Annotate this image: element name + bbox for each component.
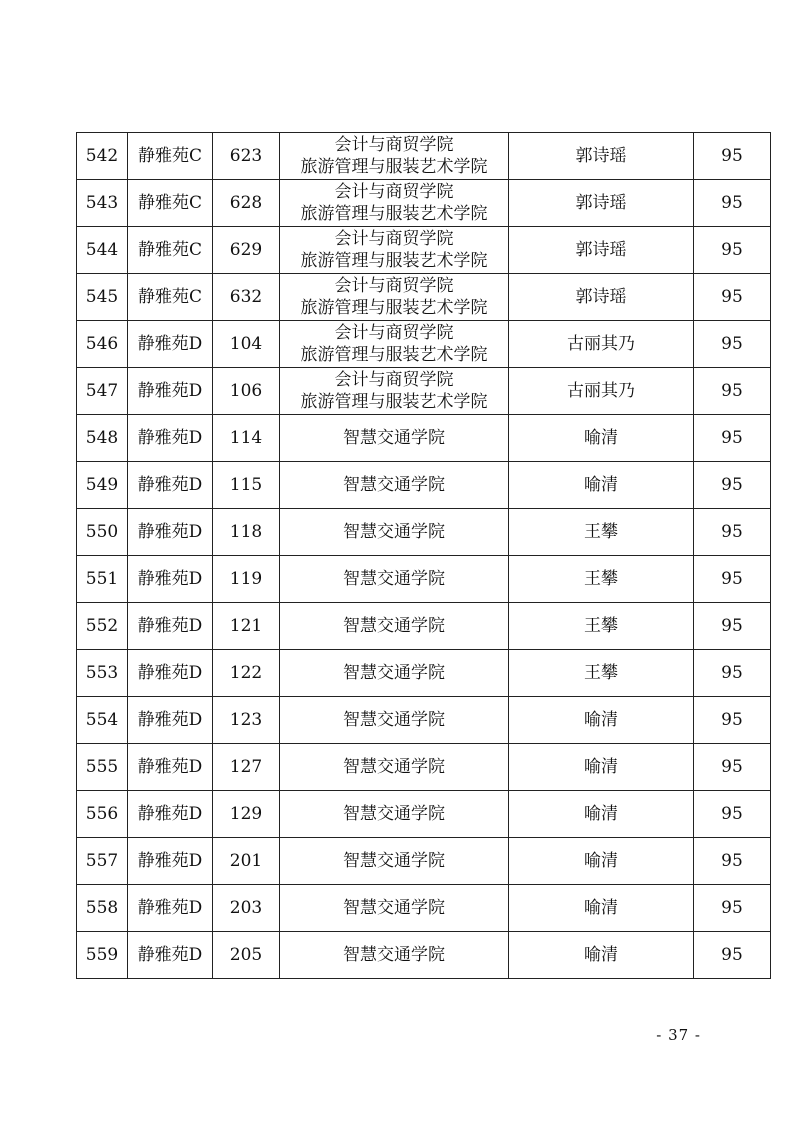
cell-manager: 古丽其乃 — [509, 321, 694, 368]
college-name: 旅游管理与服装艺术学院 — [300, 345, 488, 365]
cell-score: 95 — [694, 133, 771, 180]
cell-manager: 郭诗瑶 — [509, 274, 694, 321]
cell-manager: 喻清 — [509, 697, 694, 744]
table-row — [77, 133, 771, 180]
cell-serial-number: 548 — [77, 415, 128, 462]
cell-building: 静雅苑D — [128, 838, 213, 885]
cell-score: 95 — [694, 415, 771, 462]
cell-college — [280, 227, 509, 274]
table-row — [77, 932, 771, 979]
cell-score: 95 — [694, 509, 771, 556]
dormitory-score-table — [76, 132, 771, 979]
cell-room-number: 104 — [213, 321, 280, 368]
college-name: 旅游管理与服装艺术学院 — [300, 392, 488, 412]
cell-manager: 喻清 — [509, 791, 694, 838]
cell-college — [280, 791, 509, 838]
cell-score: 95 — [694, 791, 771, 838]
cell-score: 95 — [694, 227, 771, 274]
cell-building: 静雅苑D — [128, 462, 213, 509]
cell-serial-number: 544 — [77, 227, 128, 274]
cell-building: 静雅苑D — [128, 744, 213, 791]
cell-room-number: 628 — [213, 180, 280, 227]
table-row — [77, 509, 771, 556]
cell-serial-number: 545 — [77, 274, 128, 321]
college-name: 智慧交通学院 — [343, 804, 445, 824]
table-row — [77, 274, 771, 321]
cell-score: 95 — [694, 650, 771, 697]
table-row — [77, 415, 771, 462]
cell-manager: 喻清 — [509, 932, 694, 979]
cell-manager: 王攀 — [509, 650, 694, 697]
cell-score: 95 — [694, 368, 771, 415]
cell-manager: 郭诗瑶 — [509, 133, 694, 180]
table-row — [77, 885, 771, 932]
cell-serial-number: 549 — [77, 462, 128, 509]
cell-building: 静雅苑D — [128, 650, 213, 697]
cell-building: 静雅苑D — [128, 932, 213, 979]
cell-score: 95 — [694, 321, 771, 368]
cell-manager: 郭诗瑶 — [509, 227, 694, 274]
college-name: 旅游管理与服装艺术学院 — [300, 204, 488, 224]
cell-serial-number: 553 — [77, 650, 128, 697]
cell-college — [280, 368, 509, 415]
cell-manager: 郭诗瑶 — [509, 180, 694, 227]
cell-score: 95 — [694, 462, 771, 509]
cell-manager: 喻清 — [509, 838, 694, 885]
cell-room-number: 629 — [213, 227, 280, 274]
table-row — [77, 227, 771, 274]
cell-college — [280, 603, 509, 650]
college-name: 智慧交通学院 — [343, 945, 445, 965]
college-name: 智慧交通学院 — [343, 475, 445, 495]
cell-college — [280, 650, 509, 697]
cell-score: 95 — [694, 180, 771, 227]
cell-room-number: 203 — [213, 885, 280, 932]
cell-room-number: 127 — [213, 744, 280, 791]
cell-room-number: 114 — [213, 415, 280, 462]
cell-score: 95 — [694, 932, 771, 979]
cell-room-number: 122 — [213, 650, 280, 697]
cell-score: 95 — [694, 603, 771, 650]
cell-serial-number: 559 — [77, 932, 128, 979]
cell-building: 静雅苑D — [128, 556, 213, 603]
cell-serial-number: 557 — [77, 838, 128, 885]
cell-serial-number: 552 — [77, 603, 128, 650]
cell-manager: 王攀 — [509, 603, 694, 650]
college-name: 会计与商贸学院 — [334, 323, 454, 343]
college-name: 智慧交通学院 — [343, 851, 445, 871]
cell-college — [280, 462, 509, 509]
cell-building: 静雅苑C — [128, 227, 213, 274]
college-name: 会计与商贸学院 — [334, 229, 454, 249]
college-name: 旅游管理与服装艺术学院 — [300, 298, 488, 318]
cell-college — [280, 744, 509, 791]
cell-room-number: 129 — [213, 791, 280, 838]
cell-room-number: 632 — [213, 274, 280, 321]
cell-room-number: 119 — [213, 556, 280, 603]
cell-building: 静雅苑D — [128, 321, 213, 368]
cell-manager: 王攀 — [509, 509, 694, 556]
cell-room-number: 205 — [213, 932, 280, 979]
college-name: 智慧交通学院 — [343, 757, 445, 777]
page-number-container — [0, 1026, 793, 1044]
college-name: 会计与商贸学院 — [334, 370, 454, 390]
cell-college — [280, 556, 509, 603]
college-name: 旅游管理与服装艺术学院 — [300, 251, 488, 271]
table-row — [77, 650, 771, 697]
college-name: 会计与商贸学院 — [334, 135, 454, 155]
cell-score: 95 — [694, 556, 771, 603]
cell-building: 静雅苑D — [128, 415, 213, 462]
cell-college — [280, 932, 509, 979]
cell-serial-number: 556 — [77, 791, 128, 838]
college-name: 智慧交通学院 — [343, 522, 445, 542]
cell-serial-number: 543 — [77, 180, 128, 227]
college-name: 会计与商贸学院 — [334, 276, 454, 296]
table-row — [77, 368, 771, 415]
cell-college — [280, 321, 509, 368]
cell-manager: 喻清 — [509, 462, 694, 509]
cell-room-number: 201 — [213, 838, 280, 885]
cell-manager: 喻清 — [509, 744, 694, 791]
cell-score: 95 — [694, 885, 771, 932]
college-name: 智慧交通学院 — [343, 569, 445, 589]
cell-manager: 喻清 — [509, 885, 694, 932]
cell-score: 95 — [694, 697, 771, 744]
cell-college — [280, 133, 509, 180]
table-body — [77, 133, 771, 979]
table-row — [77, 791, 771, 838]
cell-building: 静雅苑D — [128, 885, 213, 932]
college-name: 智慧交通学院 — [343, 898, 445, 918]
college-name: 旅游管理与服装艺术学院 — [300, 157, 488, 177]
table-row — [77, 556, 771, 603]
cell-serial-number: 555 — [77, 744, 128, 791]
cell-building: 静雅苑D — [128, 791, 213, 838]
cell-serial-number: 554 — [77, 697, 128, 744]
table-row — [77, 462, 771, 509]
page-number: - 37 - — [656, 1026, 701, 1044]
cell-college — [280, 180, 509, 227]
cell-college — [280, 697, 509, 744]
cell-college — [280, 415, 509, 462]
cell-building: 静雅苑D — [128, 509, 213, 556]
cell-college — [280, 509, 509, 556]
cell-room-number: 123 — [213, 697, 280, 744]
cell-manager: 喻清 — [509, 415, 694, 462]
cell-serial-number: 542 — [77, 133, 128, 180]
table-row — [77, 744, 771, 791]
table-row — [77, 321, 771, 368]
cell-serial-number: 550 — [77, 509, 128, 556]
table-row — [77, 838, 771, 885]
cell-college — [280, 838, 509, 885]
cell-room-number: 623 — [213, 133, 280, 180]
cell-building: 静雅苑D — [128, 368, 213, 415]
cell-college — [280, 885, 509, 932]
cell-score: 95 — [694, 274, 771, 321]
cell-room-number: 115 — [213, 462, 280, 509]
cell-college — [280, 274, 509, 321]
table-row — [77, 180, 771, 227]
cell-building: 静雅苑C — [128, 180, 213, 227]
cell-room-number: 121 — [213, 603, 280, 650]
cell-building: 静雅苑D — [128, 603, 213, 650]
cell-building: 静雅苑C — [128, 133, 213, 180]
college-name: 会计与商贸学院 — [334, 182, 454, 202]
cell-score: 95 — [694, 838, 771, 885]
cell-serial-number: 558 — [77, 885, 128, 932]
college-name: 智慧交通学院 — [343, 710, 445, 730]
cell-serial-number: 547 — [77, 368, 128, 415]
cell-manager: 古丽其乃 — [509, 368, 694, 415]
cell-room-number: 106 — [213, 368, 280, 415]
cell-serial-number: 546 — [77, 321, 128, 368]
table-row — [77, 697, 771, 744]
college-name: 智慧交通学院 — [343, 428, 445, 448]
college-name: 智慧交通学院 — [343, 663, 445, 683]
cell-score: 95 — [694, 744, 771, 791]
table-row — [77, 603, 771, 650]
cell-serial-number: 551 — [77, 556, 128, 603]
cell-building: 静雅苑C — [128, 274, 213, 321]
college-name: 智慧交通学院 — [343, 616, 445, 636]
cell-room-number: 118 — [213, 509, 280, 556]
cell-manager: 王攀 — [509, 556, 694, 603]
cell-building: 静雅苑D — [128, 697, 213, 744]
